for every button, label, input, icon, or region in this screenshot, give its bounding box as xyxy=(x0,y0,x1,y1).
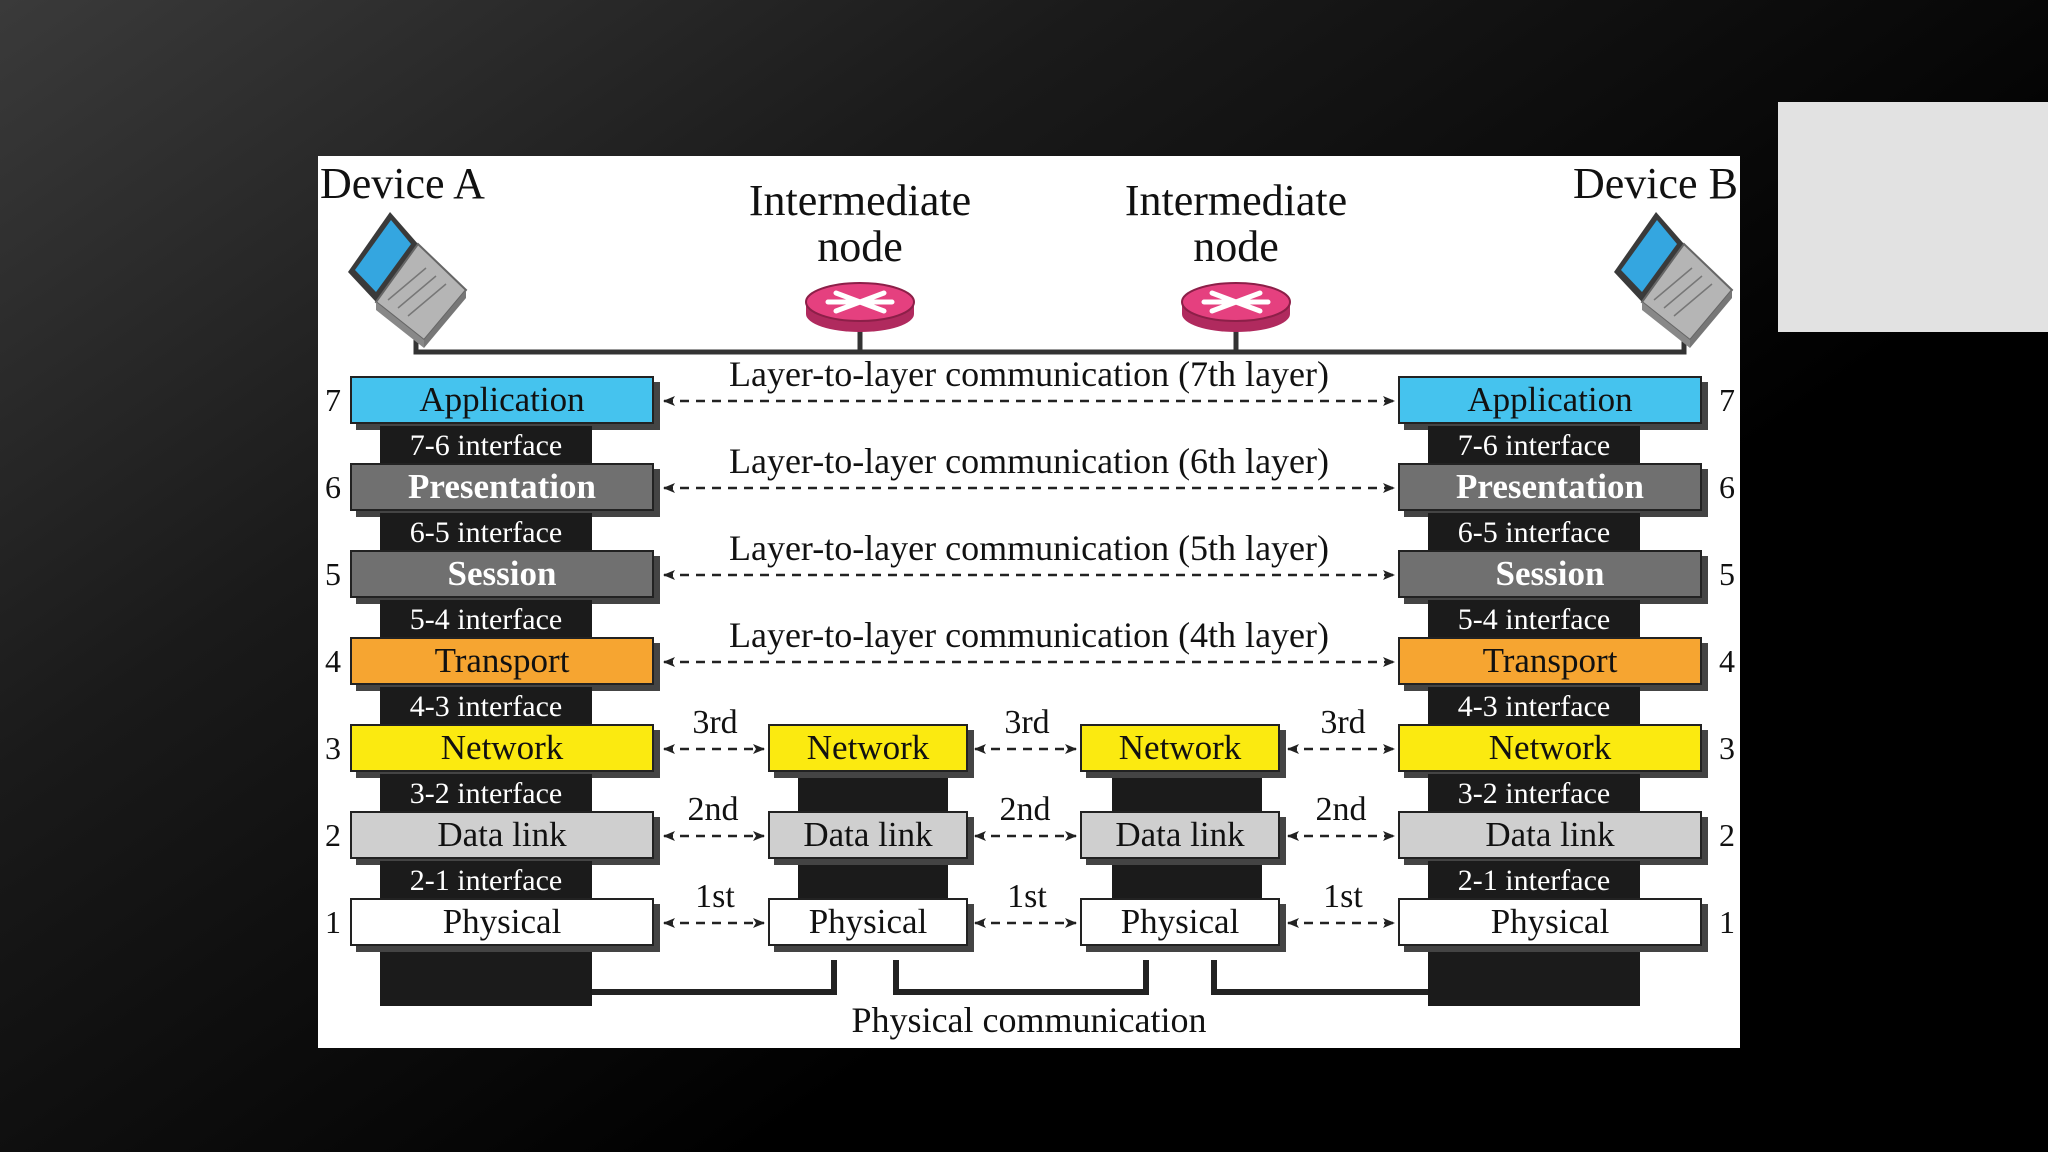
device-b-network-layer: Network xyxy=(1398,724,1702,772)
device-a-7-6-interface: 7-6 interface xyxy=(380,426,592,466)
layer-number-7-right: 7 xyxy=(1719,382,1735,418)
layer-number-1-right: 1 xyxy=(1719,904,1735,940)
device-b-5-4-interface: 5-4 interface xyxy=(1428,600,1640,640)
layer-number-2-right: 2 xyxy=(1719,817,1735,853)
device-b-4-3-interface: 4-3 interface xyxy=(1428,687,1640,727)
device-a-6-5-interface: 6-5 interface xyxy=(380,513,592,553)
device-a-session-layer: Session xyxy=(350,550,654,598)
device-b-2-1-interface: 2-1 interface xyxy=(1428,861,1640,901)
device-a-network-layer: Network xyxy=(350,724,654,772)
device-a-2-1-interface: 2-1 interface xyxy=(380,861,592,901)
layer-number-5-left: 5 xyxy=(325,556,341,592)
router-2-icon xyxy=(1182,283,1290,332)
intermediate-node-1-label: Intermediate node xyxy=(748,176,972,272)
layer-number-4-right: 4 xyxy=(1719,643,1735,679)
hop-1st-label-a: 1st xyxy=(695,878,735,915)
hop-3rd-label-b: 3rd xyxy=(1004,704,1050,741)
device-a-presentation-layer: Presentation xyxy=(350,463,654,511)
layer-number-2-left: 2 xyxy=(325,817,341,853)
intermediate-node-2-label: Intermediate node xyxy=(1124,176,1348,272)
layer-number-6-left: 6 xyxy=(325,469,341,505)
layer-number-4-left: 4 xyxy=(325,643,341,679)
hop-2nd-label-a: 2nd xyxy=(687,791,739,828)
device-b-6-5-interface: 6-5 interface xyxy=(1428,513,1640,553)
layer-number-5-right: 5 xyxy=(1719,556,1735,592)
hop-2nd-label-b: 2nd xyxy=(999,791,1051,828)
device-a-3-2-interface: 3-2 interface xyxy=(380,774,592,814)
device-a-datalink-layer: Data link xyxy=(350,811,654,859)
hop-1st-label-b: 1st xyxy=(1007,878,1047,915)
laptop-a-icon xyxy=(348,212,466,348)
physical-links xyxy=(498,960,1550,992)
hop-2nd-label-c: 2nd xyxy=(1315,791,1367,828)
hop-3rd-label-c: 3rd xyxy=(1320,704,1366,741)
layer6-communication-label: Layer-to-layer communication (6th layer) xyxy=(728,441,1329,481)
node2-physical-layer: Physical xyxy=(1080,898,1280,946)
device-a-application-layer: Application xyxy=(350,376,654,424)
device-b-label: Device B xyxy=(1573,159,1738,208)
device-b-transport-layer: Transport xyxy=(1398,637,1702,685)
physical-communication-label: Physical communication xyxy=(851,1000,1207,1040)
device-b-datalink-layer: Data link xyxy=(1398,811,1702,859)
device-b-presentation-layer: Presentation xyxy=(1398,463,1702,511)
device-a-4-3-interface: 4-3 interface xyxy=(380,687,592,727)
router-1-icon xyxy=(806,283,914,332)
device-b-physical-layer: Physical xyxy=(1398,898,1702,946)
device-a-label: Device A xyxy=(320,159,485,208)
device-a-transport-layer: Transport xyxy=(350,637,654,685)
network-bus-line xyxy=(416,326,1684,352)
hop-3rd-label-a: 3rd xyxy=(692,704,738,741)
osi-diagram xyxy=(318,156,1740,1048)
layer5-communication-label: Layer-to-layer communication (5th layer) xyxy=(728,528,1329,568)
layer-number-3-left: 3 xyxy=(325,730,341,766)
layer7-communication-label: Layer-to-layer communication (7th layer) xyxy=(728,354,1329,394)
device-a-5-4-interface: 5-4 interface xyxy=(380,600,592,640)
layer-number-1-left: 1 xyxy=(325,904,341,940)
node1-physical-layer: Physical xyxy=(768,898,968,946)
layer4-communication-label: Layer-to-layer communication (4th layer) xyxy=(728,615,1329,655)
layer-number-3-right: 3 xyxy=(1719,730,1735,766)
device-b-application-layer: Application xyxy=(1398,376,1702,424)
node1-datalink-layer: Data link xyxy=(768,811,968,859)
layer-number-6-right: 6 xyxy=(1719,469,1735,505)
laptop-b-icon xyxy=(1614,212,1732,348)
node1-network-layer: Network xyxy=(768,724,968,772)
slide-placeholder-panel xyxy=(1778,102,2048,332)
layer-number-7-left: 7 xyxy=(325,382,341,418)
device-a-physical-layer: Physical xyxy=(350,898,654,946)
device-b-3-2-interface: 3-2 interface xyxy=(1428,774,1640,814)
node2-datalink-layer: Data link xyxy=(1080,811,1280,859)
device-b-session-layer: Session xyxy=(1398,550,1702,598)
hop-1st-label-c: 1st xyxy=(1323,878,1363,915)
device-b-7-6-interface: 7-6 interface xyxy=(1428,426,1640,466)
node2-network-layer: Network xyxy=(1080,724,1280,772)
